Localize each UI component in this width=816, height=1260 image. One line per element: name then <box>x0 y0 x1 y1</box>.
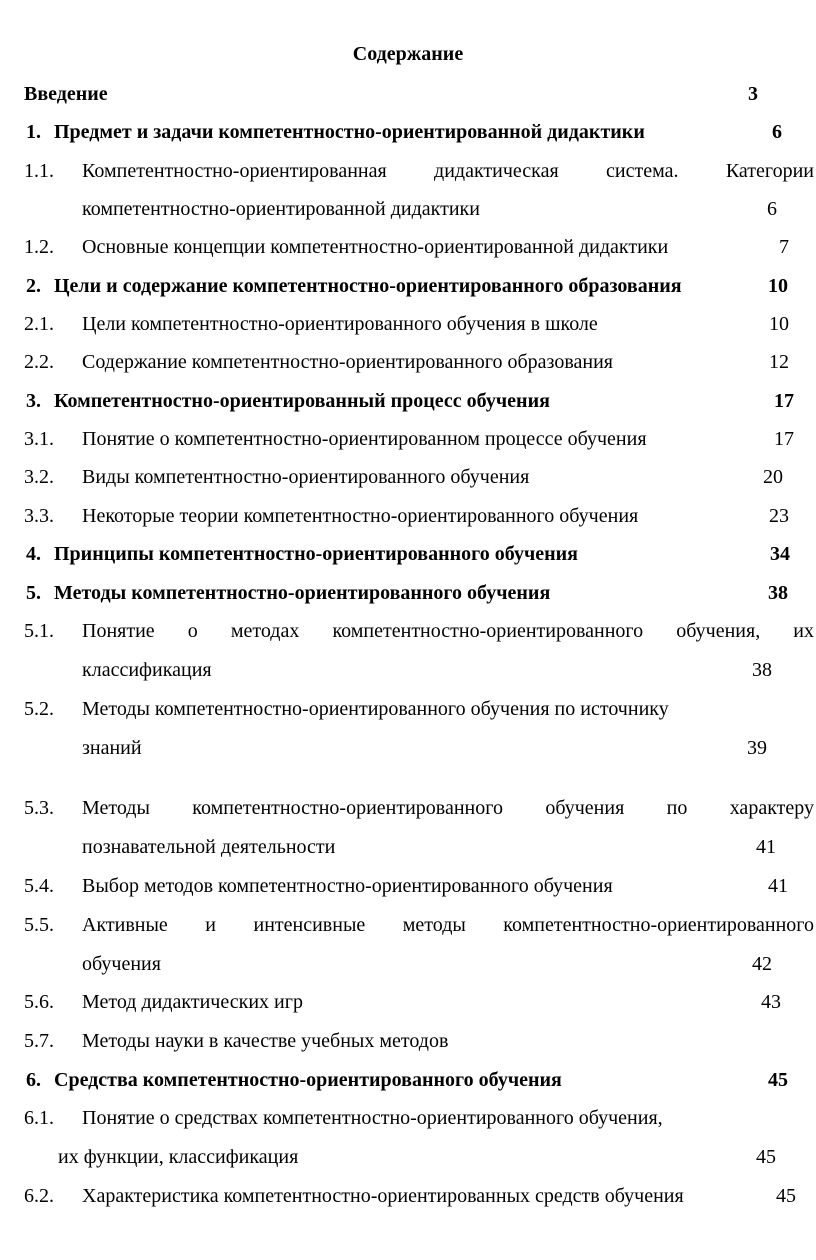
toc-entry-text-continuation: их функции, классификация <box>58 1146 299 1168</box>
toc-entry-page: 45 <box>756 1146 776 1168</box>
toc-entry-text: Основные концепции компетентностно-ориентированной дидактики <box>82 236 669 258</box>
toc-entry-page: 38 <box>768 582 788 604</box>
toc-entry-number: 1.2. <box>24 236 54 258</box>
toc-entry-text: Характеристика компетентностно-ориентированных средств обучения <box>82 1185 684 1207</box>
toc-entry-text: Методы науки в качестве учебных методов <box>82 1030 449 1052</box>
toc-entry-text: Содержание компетентностно-ориентированного образования <box>82 351 613 373</box>
toc-entry-text-continuation: компетентностно-ориентированной дидактики <box>82 198 480 220</box>
toc-entry-number: 1. <box>26 121 41 143</box>
toc-title: Содержание <box>352 43 464 65</box>
toc-entry-page: 23 <box>769 505 789 527</box>
toc-entry-text: Методы компетентностно-ориентированного обучения по характеру <box>82 797 814 819</box>
toc-entry-number: 5.7. <box>24 1030 54 1052</box>
toc-entry-text: Понятие о средствах компетентностно-ориентированного обучения, <box>82 1107 663 1129</box>
toc-entry-number: 5.4. <box>24 875 54 897</box>
toc-entry-number: 3. <box>26 390 41 412</box>
toc-entry-text-continuation: классификация <box>82 659 212 681</box>
toc-entry-text: Цели компетентностно-ориентированного обучения в школе <box>82 313 598 335</box>
toc-entry-number: 2. <box>26 275 41 297</box>
toc-entry-page: 42 <box>752 953 772 975</box>
toc-entry-page: 6 <box>767 198 777 220</box>
toc-entry-text: Цели и содержание компетентностно-ориентированного образования <box>54 275 682 297</box>
toc-entry-page: 6 <box>772 121 782 143</box>
toc-entry-number: 6. <box>26 1069 41 1091</box>
toc-entry-text: Предмет и задачи компетентностно-ориентированной дидактики <box>54 121 645 143</box>
toc-entry-text: Понятие о методах компетентностно-ориентированного обучения, их <box>82 620 814 642</box>
toc-entry-page: 38 <box>752 659 772 681</box>
toc-entry-number: 3.2. <box>24 466 54 488</box>
toc-entry-text: Метод дидактических игр <box>82 991 303 1013</box>
toc-entry-number: 5.1. <box>24 620 54 642</box>
toc-entry-page: 45 <box>776 1185 796 1207</box>
toc-entry-page: 39 <box>747 737 767 759</box>
toc-entry-number: 6.1. <box>24 1107 54 1129</box>
toc-entry-number: 5. <box>26 582 41 604</box>
toc-entry-number: 5.5. <box>24 914 54 936</box>
toc-entry-page: 17 <box>774 390 794 412</box>
toc-entry-text: Некоторые теории компетентностно-ориентированного обучения <box>82 505 639 527</box>
toc-entry-text: Методы компетентностно-ориентированного обучения по источнику <box>82 698 669 720</box>
toc-entry-page: 20 <box>763 466 783 488</box>
toc-entry-number: 1.1. <box>24 160 54 182</box>
toc-entry-text: Принципы компетентностно-ориентированного обучения <box>54 543 578 565</box>
toc-entry-text: Выбор методов компетентностно-ориентированного обучения <box>82 875 613 897</box>
toc-entry-page: 17 <box>774 428 794 450</box>
toc-entry-number: 5.2. <box>24 698 54 720</box>
toc-entry-page: 12 <box>769 351 789 373</box>
toc-entry-number: 5.6. <box>24 991 54 1013</box>
toc-entry-number: 2.1. <box>24 313 54 335</box>
toc-entry-text: Компетентностно-ориентированная дидактическая система. Категории <box>82 160 814 182</box>
toc-entry-page: 3 <box>748 83 758 105</box>
toc-entry-page: 10 <box>768 275 788 297</box>
toc-entry-number: 3.1. <box>24 428 54 450</box>
toc-entry-page: 34 <box>770 543 790 565</box>
toc-entry-text-continuation: знаний <box>82 737 142 759</box>
toc-entry-page: 41 <box>768 875 788 897</box>
toc-entry-text: Виды компетентностно-ориентированного обучения <box>82 466 530 488</box>
toc-entry-text: Средства компетентностно-ориентированного обучения <box>54 1069 562 1091</box>
toc-entry-number: 6.2. <box>24 1185 54 1207</box>
toc-entry-page: 45 <box>768 1069 788 1091</box>
toc-entry-number: 2.2. <box>24 351 54 373</box>
toc-entry-text-continuation: познавательной деятельности <box>82 836 336 858</box>
toc-entry-page: 43 <box>761 991 781 1013</box>
toc-entry-page: 41 <box>756 836 776 858</box>
toc-entry-text: Понятие о компетентностно-ориентированном процессе обучения <box>82 428 647 450</box>
toc-entry-number: 3.3. <box>24 505 54 527</box>
toc-entry-text: Компетентностно-ориентированный процесс обучения <box>54 390 550 412</box>
toc-entry-text-continuation: обучения <box>82 953 161 975</box>
toc-entry-text: Активные и интенсивные методы компетентностно-ориентированного <box>82 914 814 936</box>
toc-entry-text: Введение <box>24 83 108 105</box>
toc-entry-number: 5.3. <box>24 797 54 819</box>
toc-entry-page: 7 <box>779 236 789 258</box>
toc-entry-text: Методы компетентностно-ориентированного обучения <box>54 582 551 604</box>
toc-entry-page: 10 <box>769 313 789 335</box>
toc-entry-number: 4. <box>26 543 41 565</box>
